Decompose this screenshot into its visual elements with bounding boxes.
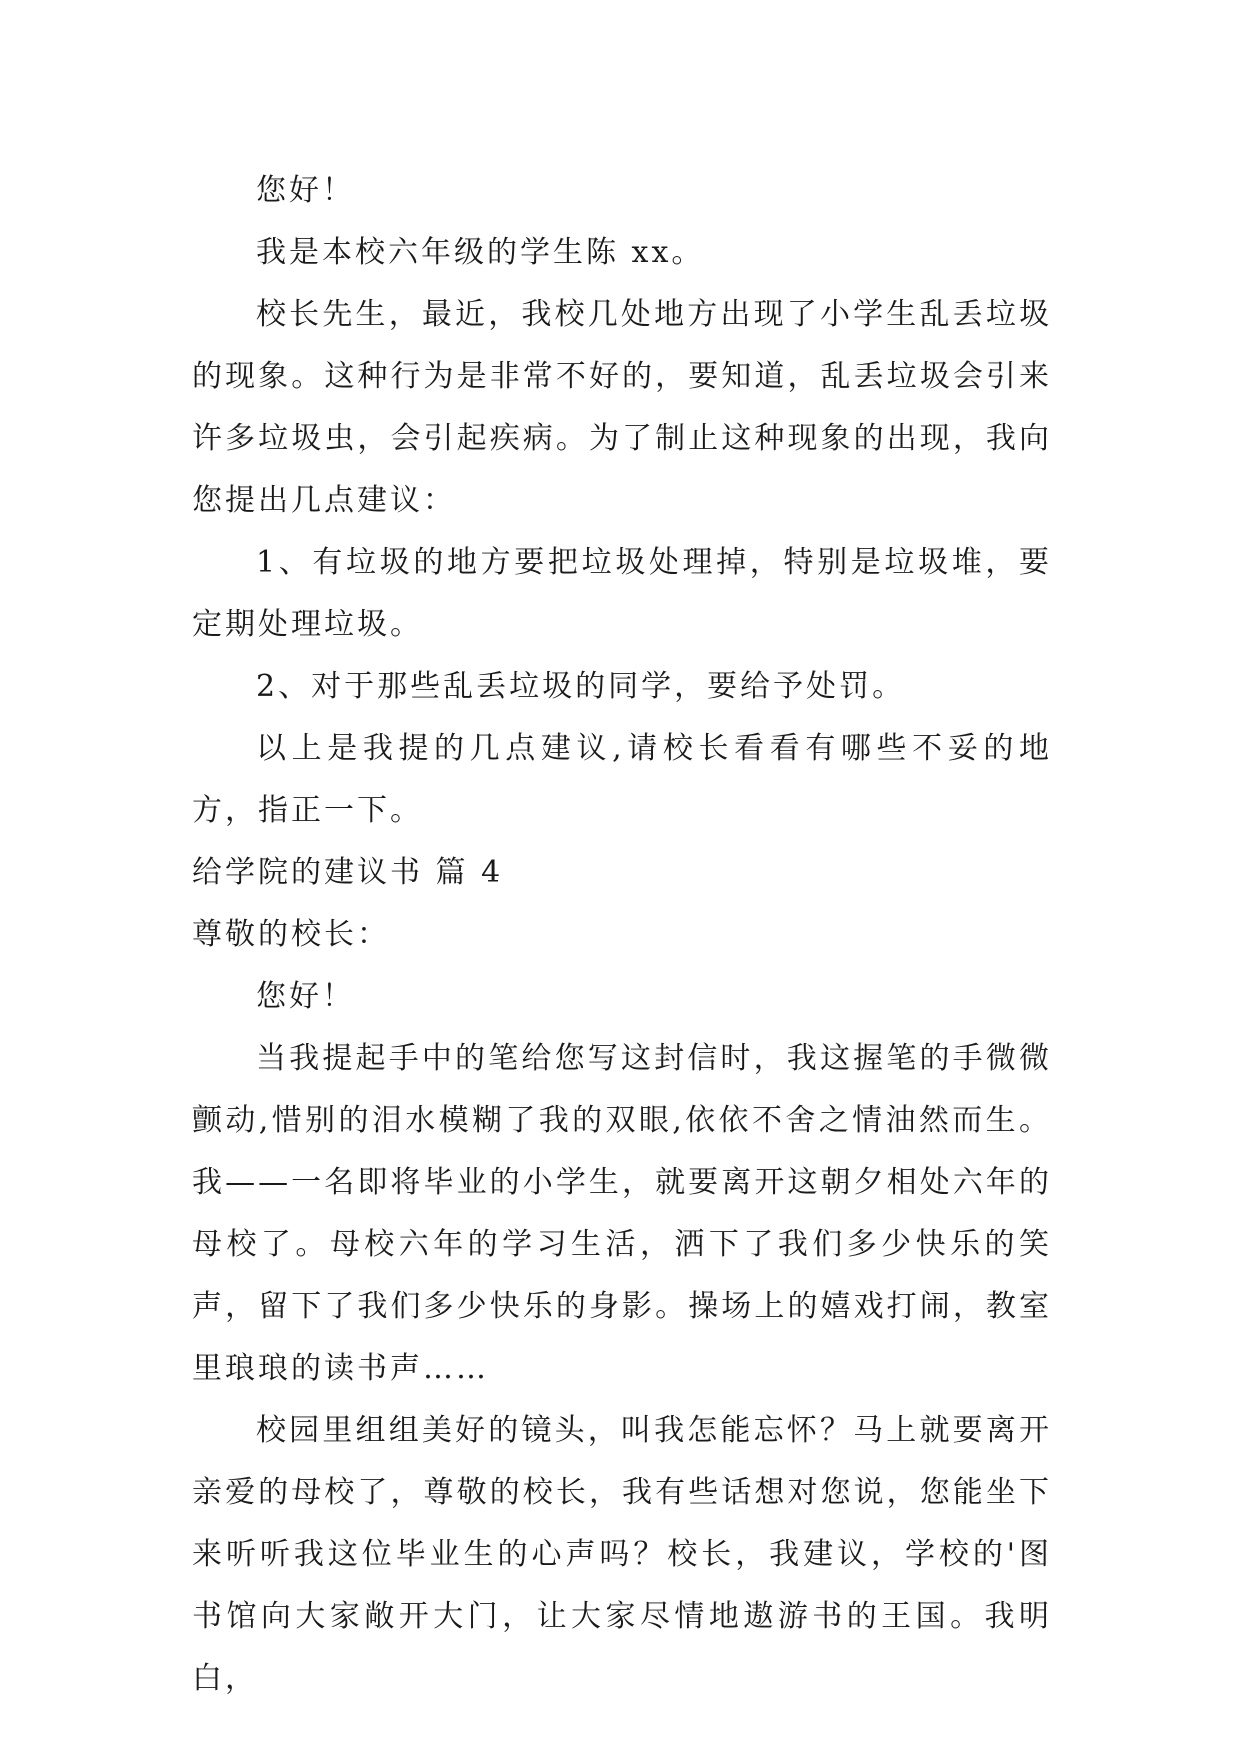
salutation: 尊敬的校长： xyxy=(192,917,390,952)
body-paragraph: 当我提起手中的笔给您写这封信时，我这握笔的手微微颤动,惜别的泪水模糊了我的双眼,依依不舍之情油然而生。我——一名即将毕业的小学生，就要离开这朝夕相处六年的母校了。母校六年的学习生活，洒下了我们多少快乐的笑声，留下了我们多少快乐的身影。操场上的嬉戏打闹，教室里琅琅的读书声…… xyxy=(192,1041,1052,1386)
greeting-paragraph: 您好！ xyxy=(256,979,355,1014)
body-paragraph: 校园里组组美好的镜头，叫我怎能忘怀？马上就要离开亲爱的母校了，尊敬的校长，我有些话想对您说，您能坐下来听听我这位毕业生的心声吗？校长，我建议，学校的'图书馆向大家敞开大门，让大家尽情地遨游书的王国。我明白， xyxy=(192,1413,1052,1696)
greeting-paragraph: 您好！ xyxy=(256,173,355,208)
suggestion-item-2: 2、对于那些乱丢垃圾的同学，要给予处罚。 xyxy=(256,669,906,704)
section-heading: 给学院的建议书 篇 4 xyxy=(192,855,504,890)
document-body xyxy=(192,160,1052,1710)
self-introduction-paragraph: 我是本校六年级的学生陈 xx。 xyxy=(256,235,705,270)
closing-paragraph: 以上是我提的几点建议,请校长看看有哪些不妥的地方，指正一下。 xyxy=(192,731,1052,828)
suggestion-item-1: 1、有垃圾的地方要把垃圾处理掉，特别是垃圾堆，要定期处理垃圾。 xyxy=(192,545,1052,642)
body-paragraph: 校长先生，最近，我校几处地方出现了小学生乱丢垃圾的现象。这种行为是非常不好的，要知道，乱丢垃圾会引来许多垃圾虫，会引起疾病。为了制止这种现象的出现，我向您提出几点建议： xyxy=(192,297,1052,518)
